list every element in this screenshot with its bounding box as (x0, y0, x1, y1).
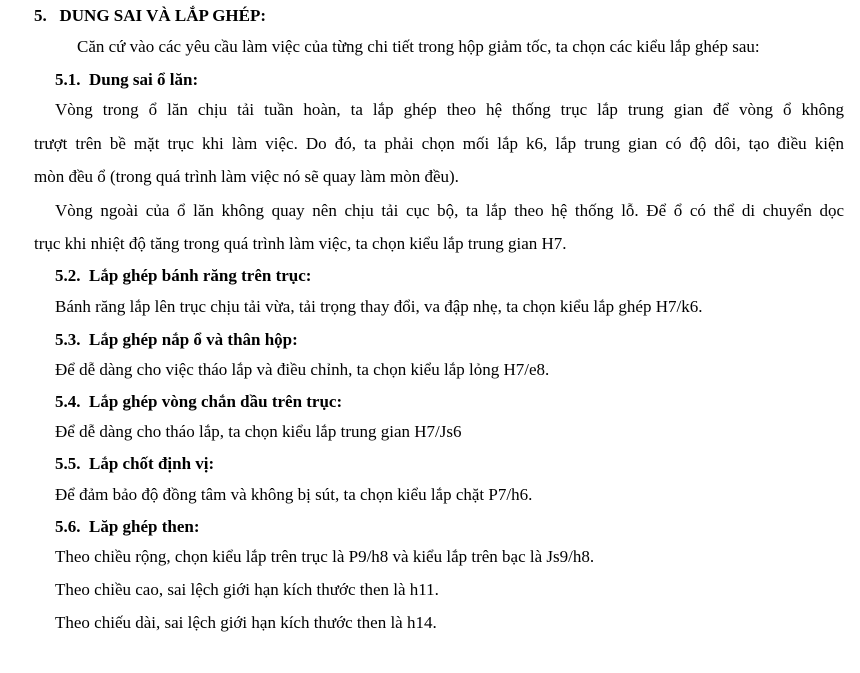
subsection-title: Lắp ghép vòng chắn dầu trên trục: (89, 392, 343, 411)
paragraph-line: Theo chiếu dài, sai lệch giới hạn kích thước then là h14. (55, 613, 437, 632)
section-number: 5. (34, 6, 47, 25)
paragraph-line: Theo chiều cao, sai lệch giới hạn kích thước then là h11. (55, 580, 439, 599)
subsection-heading-5-4 (55, 391, 342, 413)
section-intro: Căn cứ vào các yêu cầu làm việc của từng chi tiết trong hộp giảm tốc, ta chọn các kiểu lắp ghép sau: (77, 37, 760, 56)
subsection-number: 5.3. (55, 330, 81, 349)
paragraph-line: Vòng trong ổ lăn chịu tải tuần hoàn, ta lắp ghép theo hệ thống trục lắp trung gian để vòng ổ không (55, 100, 844, 119)
section-heading (34, 5, 266, 27)
paragraph-line: Theo chiều rộng, chọn kiểu lắp trên trục là P9/h8 và kiểu lắp trên bạc là Js9/h8. (55, 547, 595, 566)
paragraph-line: Để dễ dàng cho tháo lắp, ta chọn kiểu lắp trung gian H7/Js6 (55, 422, 462, 441)
subsection-heading-5-1 (55, 69, 198, 91)
subsection-title: Lắp chốt định vị: (89, 454, 215, 473)
paragraph-line: mòn đều ổ (trong quá trình làm việc nó sẽ quay làm mòn đều). (34, 167, 459, 186)
subsection-heading-5-5 (55, 453, 214, 475)
subsection-number: 5.1. (55, 70, 81, 89)
subsection-title: Lắp ghép nắp ổ và thân hộp: (89, 330, 298, 349)
paragraph-line: Bánh răng lắp lên trục chịu tải vừa, tải trọng thay đổi, va đập nhẹ, ta chọn kiểu lắp ghép H7/k6. (55, 297, 703, 316)
paragraph-line: Để dễ dàng cho việc tháo lắp và điều chỉnh, ta chọn kiểu lắp lỏng H7/e8. (55, 360, 550, 379)
subsection-heading-5-3 (55, 329, 298, 351)
paragraph-line: trượt trên bề mặt trục khi làm việc. Do đó, ta phải chọn mối lắp k6, lắp trung gian có độ dôi, tạo điều kiện (34, 134, 844, 153)
subsection-number: 5.2. (55, 266, 81, 285)
subsection-title: Dung sai ổ lăn: (89, 70, 199, 89)
subsection-number: 5.4. (55, 392, 81, 411)
paragraph-line: Để đảm bảo độ đồng tâm và không bị sút, ta chọn kiểu lắp chặt P7/h6. (55, 485, 533, 504)
subsection-number: 5.5. (55, 454, 81, 473)
subsection-title: Lăp ghép then: (89, 517, 200, 536)
paragraph-line: Vòng ngoài của ổ lăn không quay nên chịu tải cục bộ, ta lắp theo hệ thống lỗ. Để ổ có thể di chuyển dọc (55, 201, 844, 220)
subsection-number: 5.6. (55, 517, 81, 536)
subsection-heading-5-6 (55, 516, 200, 538)
section-title: DUNG SAI VÀ LẮP GHÉP: (59, 6, 267, 25)
subsection-title: Lắp ghép bánh răng trên trục: (89, 266, 312, 285)
subsection-heading-5-2 (55, 265, 311, 287)
paragraph-line: trục khi nhiệt độ tăng trong quá trình làm việc, ta chọn kiểu lắp trung gian H7. (34, 234, 567, 253)
